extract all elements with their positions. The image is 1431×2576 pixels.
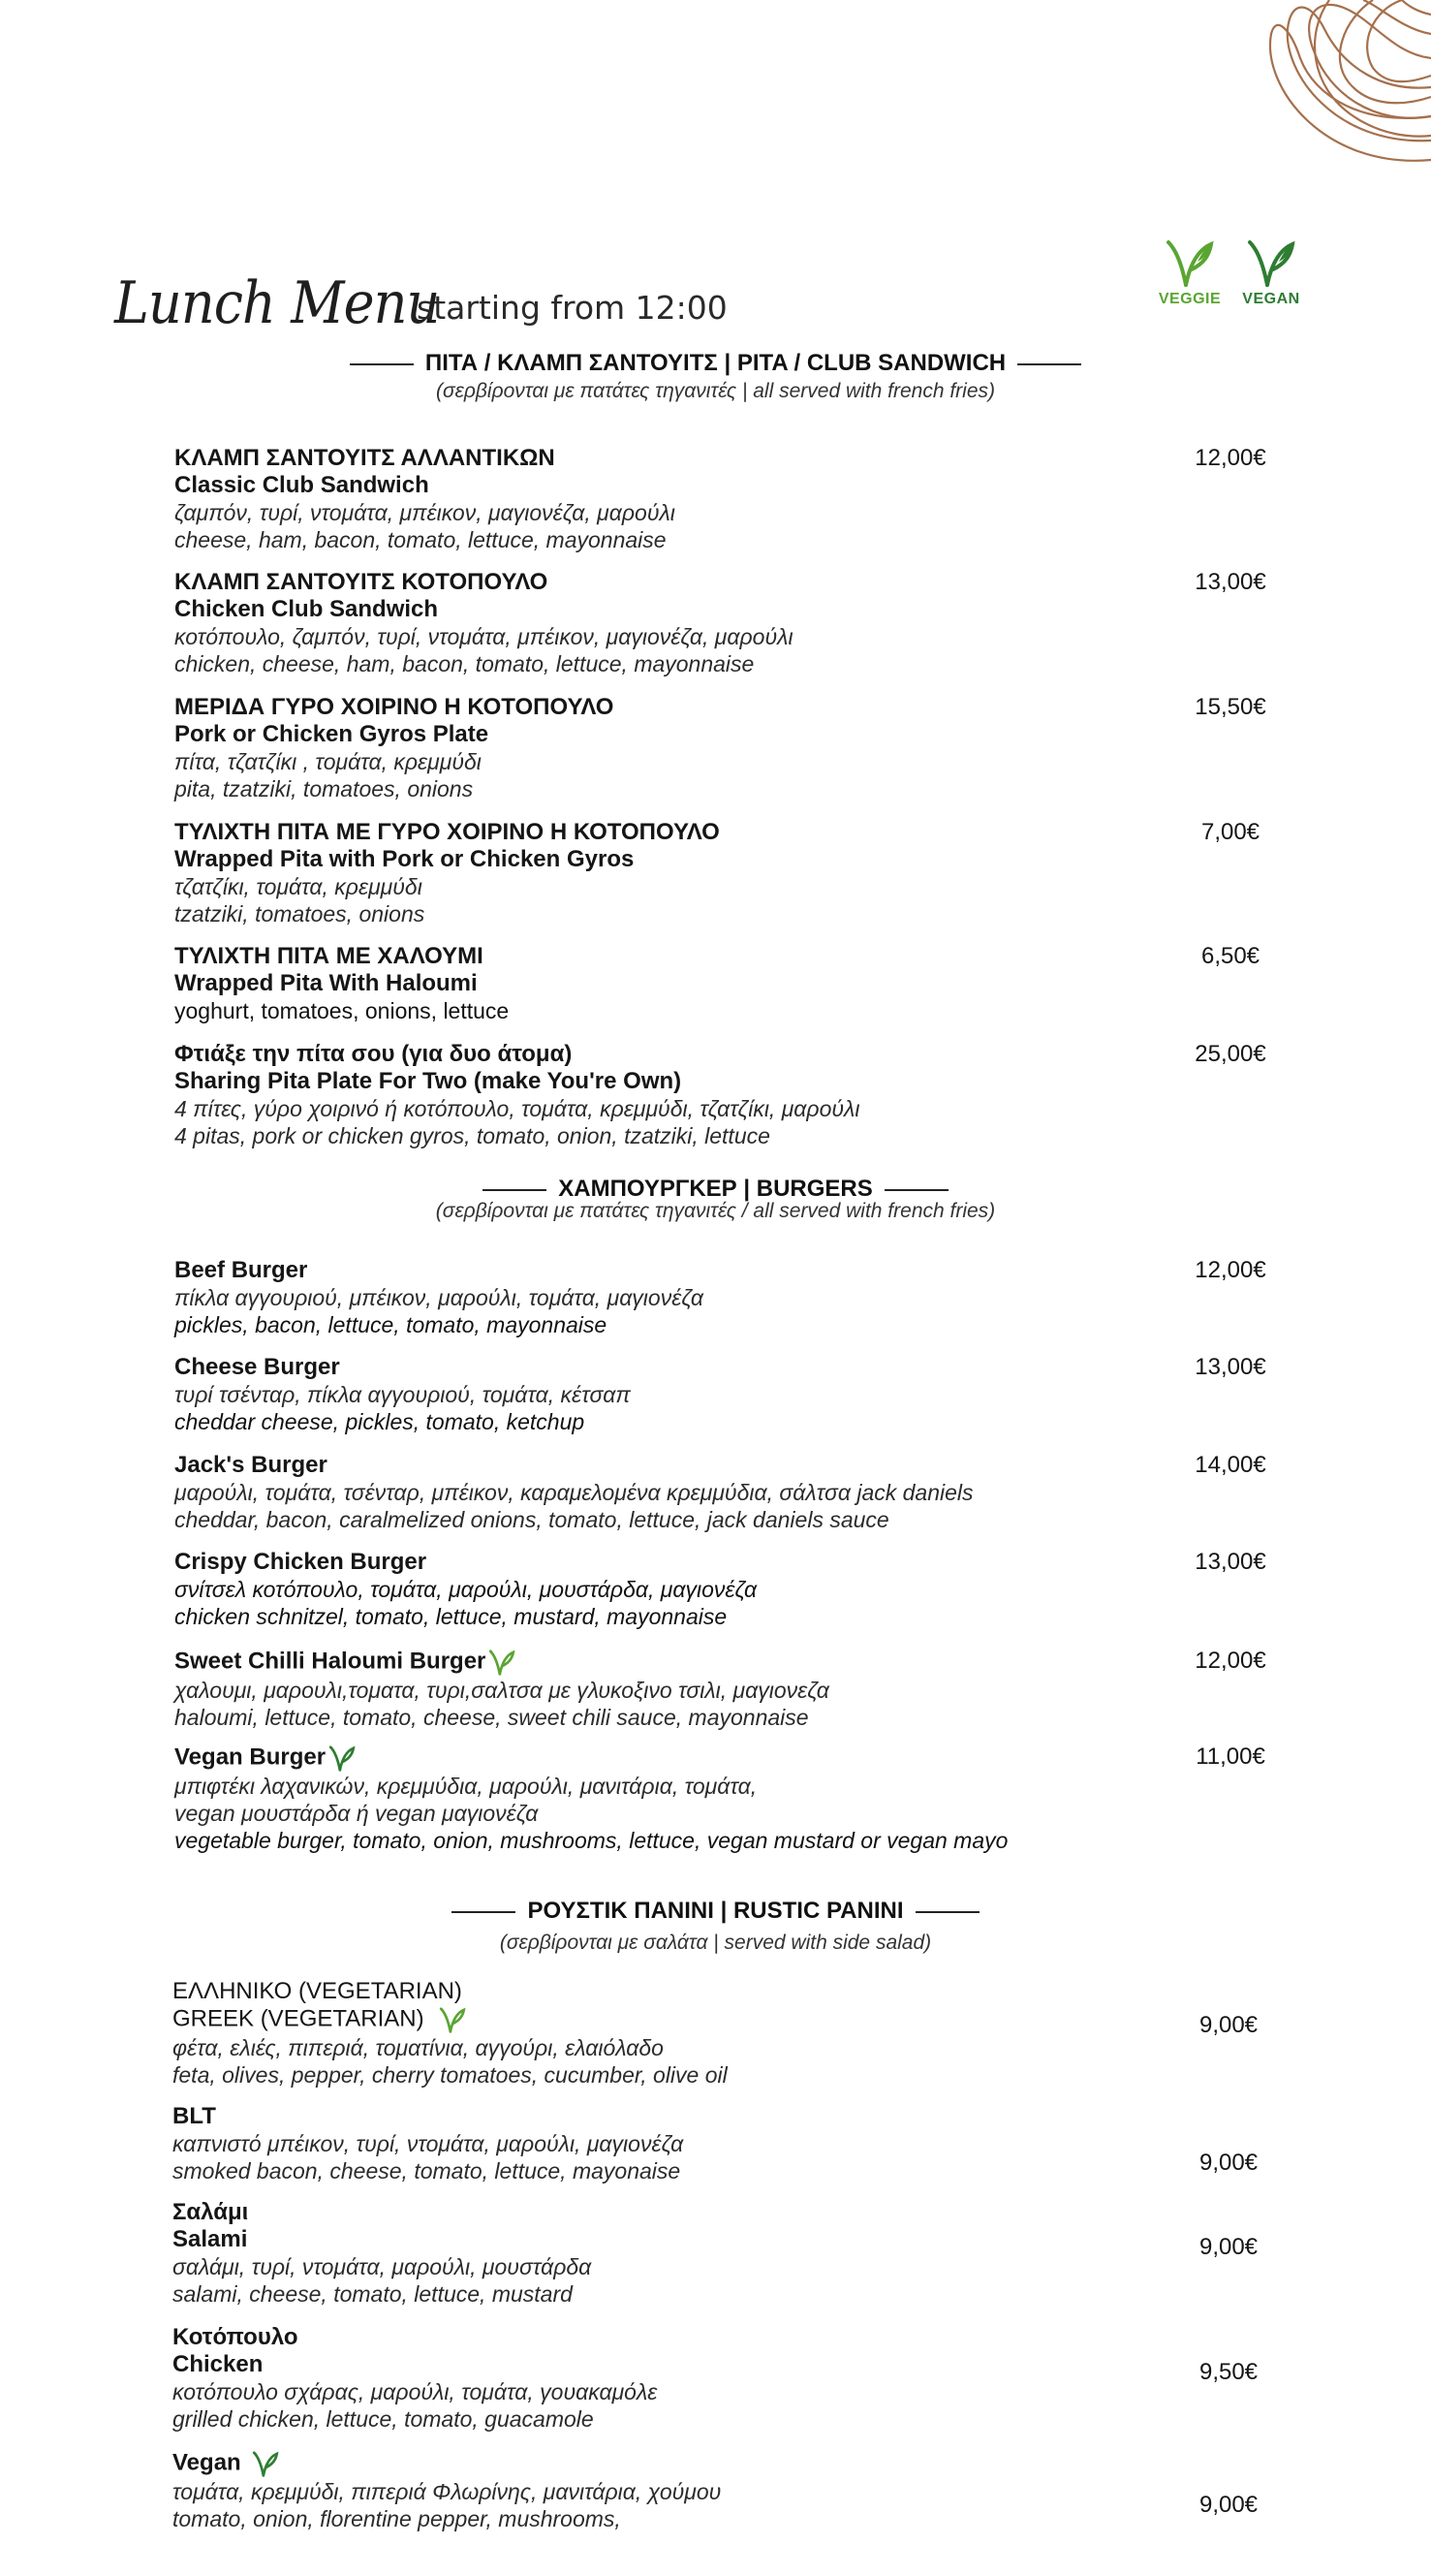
item-price: 15,50€: [1195, 694, 1266, 720]
divider-right: [916, 1911, 980, 1913]
item-desc-greek: 4 πίτες, γύρο χοιρινό ή κοτόπουλο, τομάτα, κρεμμύδι, τζατζίκι, μαρούλι: [174, 1096, 860, 1121]
item-name: Sweet Chilli Haloumi Burger: [174, 1648, 486, 1675]
item-desc-greek: πίκλα αγγουριού, μπέικον, μαρούλι, τομάτα, μαγιονέζα: [174, 1285, 703, 1310]
item-price: 9,00€: [1198, 2150, 1259, 2176]
item-price: 7,00€: [1200, 819, 1260, 845]
menu-item: [174, 569, 1298, 677]
item-price: 12,00€: [1195, 1648, 1266, 1674]
item-desc-greek-2: vegan μουστάρδα ή vegan μαγιονέζα: [174, 1801, 539, 1826]
item-desc-english: tomato, onion, florentine pepper, mushrooms,: [172, 2506, 621, 2531]
item-desc-greek: καπνιστό μπέικον, τυρί, ντομάτα, μαρούλι, μαγιονέζα: [172, 2131, 684, 2156]
item-price: 14,00€: [1195, 1452, 1266, 1478]
legend-vegan: [1232, 236, 1310, 308]
section-note-burgers: (σερβίρονται με πατάτες τηγανιτές / all served with french fries): [435, 1200, 996, 1222]
section-note-panini: (σερβίρονται με σαλάτα | served with side salad): [499, 1932, 932, 1954]
menu-item: [174, 1549, 1298, 1630]
item-name-greek: Σαλάμι: [172, 2199, 249, 2225]
legend-veggie-label: VEGGIE: [1158, 291, 1222, 307]
item-name-english: Chicken: [172, 2351, 264, 2377]
item-desc-greek: τομάτα, κρεμμύδι, πιπεριά Φλωρίνης, μανιτάρια, χούμου: [172, 2479, 722, 2504]
item-desc-english: cheddar cheese, pickles, tomato, ketchup: [174, 1409, 585, 1434]
menu-item: [174, 1354, 1298, 1435]
item-price: 13,00€: [1195, 569, 1266, 595]
section-note-pita: (σερβίρονται με πατάτες τηγανιτές | all served with french fries): [436, 380, 995, 402]
item-name-greek: Κοτόπουλο: [172, 2324, 298, 2350]
item-desc-english: haloumi, lettuce, tomato, cheese, sweet chili sauce, mayonnaise: [174, 1705, 809, 1730]
menu-item: [174, 943, 1298, 1024]
divider-right: [885, 1189, 949, 1191]
item-name-row: [172, 2449, 1296, 2478]
item-name-english: Pork or Chicken Gyros Plate: [174, 721, 489, 747]
item-desc-english: chicken, cheese, ham, bacon, tomato, lettuce, mayonnaise: [174, 651, 755, 676]
item-name: Cheese Burger: [174, 1354, 340, 1380]
veggie-leaf-icon: [438, 2005, 467, 2034]
menu-item: [172, 2449, 1296, 2532]
item-name-english: Wrapped Pita With Haloumi: [174, 970, 478, 996]
section-title-text: ΡΟΥΣΤΙΚ ΠΑΝΙΝΙ | RUSTIC PANINI: [527, 1898, 904, 1924]
item-price: 12,00€: [1195, 1257, 1266, 1283]
item-name: Jack's Burger: [174, 1452, 327, 1478]
item-name-english: Wrapped Pita with Pork or Chicken Gyros: [174, 846, 635, 872]
menu-item: [174, 1452, 1298, 1533]
menu-item: [172, 2199, 1296, 2308]
menu-item: [174, 1744, 1298, 1854]
page-title: Lunch Menu: [114, 269, 440, 337]
menu-item: [174, 1648, 1298, 1731]
decorative-wave-lines: [1082, 0, 1431, 170]
item-desc-greek: τυρί τσένταρ, πίκλα αγγουριού, τομάτα, κέτσαπ: [174, 1382, 631, 1407]
divider-left: [482, 1189, 546, 1191]
item-name-english: GREEK (VEGETARIAN): [172, 2005, 424, 2032]
item-price: 9,00€: [1198, 2234, 1259, 2260]
item-name-greek: ΕΛΛΗΝΙΚΟ (VEGETARIAN): [172, 1978, 462, 2004]
item-desc-greek: σαλάμι, τυρί, ντομάτα, μαρούλι, μουστάρδα: [172, 2254, 592, 2279]
item-name: Vegan Burger: [174, 1744, 327, 1771]
divider-left: [451, 1911, 515, 1913]
legend-veggie: [1151, 236, 1229, 308]
item-desc-english: pickles, bacon, lettuce, tomato, mayonnaise: [174, 1312, 607, 1337]
item-name-greek: ΤΥΛΙΧΤΗ ΠΙΤΑ ΜΕ ΓΥΡΟ ΧΟΙΡΙΝΟ Η ΚΟΤΟΠΟΥΛΟ: [174, 819, 720, 845]
item-name-english: Chicken Club Sandwich: [174, 596, 439, 622]
item-desc-english: feta, olives, pepper, cherry tomatoes, cucumber, olive oil: [172, 2062, 728, 2088]
item-desc-english: vegetable burger, tomato, onion, mushrooms, lettuce, vegan mustard or vegan mayo: [174, 1828, 1009, 1853]
section-title-pita: [0, 350, 1431, 377]
item-desc-greek: κοτόπουλο σχάρας, μαρούλι, τομάτα, γουακαμόλε: [172, 2379, 658, 2404]
item-price: 9,00€: [1198, 2492, 1259, 2518]
item-price: 11,00€: [1196, 1744, 1265, 1770]
item-name: Vegan: [172, 2449, 241, 2476]
item-desc-english: pita, tzatziki, tomatoes, onions: [174, 776, 474, 801]
menu-item: [174, 1257, 1298, 1338]
section-title-text: ΧΑΜΠΟΥΡΓΚΕΡ | BURGERS: [558, 1176, 873, 1202]
menu-item: [174, 819, 1298, 927]
item-desc-greek: τζατζίκι, τομάτα, κρεμμύδι: [174, 874, 422, 899]
item-desc-english: tzatziki, tomatoes, onions: [174, 901, 425, 927]
section-title-panini: [0, 1898, 1431, 1925]
veggie-leaf-icon: [487, 1648, 516, 1677]
menu-item: [172, 1978, 1296, 2089]
item-name-row: [172, 2005, 1296, 2034]
item-desc-greek: σνίτσελ κοτόπουλο, τομάτα, μαρούλι, μουστάρδα, μαγιονέζα: [174, 1577, 758, 1602]
item-price: 6,50€: [1200, 943, 1260, 969]
item-name-greek: Φτιάξε την πίτα σου (για δυο άτομα): [174, 1041, 573, 1067]
item-name-row: [174, 1744, 1298, 1773]
section-title-burgers: [0, 1176, 1431, 1203]
item-price: 12,00€: [1195, 445, 1266, 471]
item-desc-english: cheddar, bacon, caralmelized onions, tomato, lettuce, jack daniels sauce: [174, 1507, 889, 1532]
item-price: 13,00€: [1195, 1354, 1266, 1380]
vegan-leaf-icon: [1244, 236, 1298, 289]
item-desc-greek: μπιφτέκι λαχανικών, κρεμμύδια, μαρούλι, μανιτάρια, τομάτα,: [174, 1774, 758, 1799]
item-desc-english: smoked bacon, cheese, tomato, lettuce, mayonaise: [172, 2158, 681, 2183]
item-desc-english: salami, cheese, tomato, lettuce, mustard: [172, 2281, 573, 2307]
item-desc-greek: μαρούλι, τομάτα, τσένταρ, μπέικον, καραμελομένα κρεμμύδια, σάλτσα jack daniels: [174, 1480, 974, 1505]
item-desc-greek: ζαμπόν, τυρί, ντομάτα, μπέικον, μαγιονέζα, μαρούλι: [174, 500, 675, 525]
item-desc-greek: φέτα, ελιές, πιπεριά, τοματίνια, αγγούρι, ελαιόλαδο: [172, 2035, 664, 2060]
veggie-leaf-icon: [1163, 236, 1217, 289]
item-desc-greek: κοτόπουλο, ζαμπόν, τυρί, ντομάτα, μπέικον, μαγιονέζα, μαρούλι: [174, 624, 793, 649]
divider-left: [350, 363, 414, 365]
legend-vegan-label: VEGAN: [1242, 291, 1300, 307]
item-desc-english: yoghurt, tomatoes, onions, lettuce: [174, 998, 510, 1023]
item-desc-greek: πίτα, τζατζίκι , τομάτα, κρεμμύδι: [174, 749, 482, 774]
item-name-english: Sharing Pita Plate For Two (make You're Own): [174, 1068, 682, 1094]
section-title-text: ΠΙΤΑ / ΚΛΑΜΠ ΣΑΝΤΟΥΙΤΣ | PITA / CLUB SANDWICH: [424, 350, 1007, 376]
item-name: Crispy Chicken Burger: [174, 1549, 427, 1575]
item-name-greek: ΤΥΛΙΧΤΗ ΠΙΤΑ ΜΕ ΧΑΛΟΥΜΙ: [174, 943, 483, 969]
item-name: Beef Burger: [174, 1257, 308, 1283]
menu-item: [174, 694, 1298, 802]
menu-item: [174, 1041, 1298, 1149]
item-name-english: Salami: [172, 2226, 248, 2252]
item-price: 9,00€: [1198, 2012, 1259, 2038]
vegan-leaf-icon: [251, 2449, 280, 2478]
item-desc-english: cheese, ham, bacon, tomato, lettuce, mayonnaise: [174, 527, 667, 552]
item-name-greek: ΜΕΡΙΔΑ ΓΥΡΟ ΧΟΙΡΙΝΟ Η ΚΟΤΟΠΟΥΛΟ: [174, 694, 614, 720]
divider-right: [1017, 363, 1081, 365]
menu-item: [172, 2324, 1296, 2433]
menu-item: [172, 2103, 1296, 2184]
item-desc-english: chicken schnitzel, tomato, lettuce, mustard, mayonnaise: [174, 1604, 728, 1629]
item-name: BLT: [172, 2103, 216, 2129]
vegan-leaf-icon: [327, 1744, 357, 1773]
item-price: 25,00€: [1195, 1041, 1266, 1067]
item-price: 9,50€: [1198, 2359, 1259, 2385]
item-name-english: Classic Club Sandwich: [174, 472, 429, 498]
item-name-row: [174, 1648, 1298, 1677]
item-desc-english: 4 pitas, pork or chicken gyros, tomato, onion, tzatziki, lettuce: [174, 1123, 770, 1148]
service-time: starting from 12:00: [417, 289, 728, 327]
item-price: 13,00€: [1195, 1549, 1266, 1575]
item-desc-english: grilled chicken, lettuce, tomato, guacamole: [172, 2406, 594, 2432]
item-desc-greek: χαλουμι, μαρουλι,τοματα, τυρι,σαλτσα με γλυκοξινο τσιλι, μαγιονεζα: [174, 1678, 829, 1703]
item-name-greek: ΚΛΑΜΠ ΣΑΝΤΟΥΙΤΣ ΑΛΛΑΝΤΙΚΩΝ: [174, 445, 555, 471]
menu-item: [174, 445, 1298, 553]
diet-legend: [1151, 236, 1325, 324]
item-name-greek: ΚΛΑΜΠ ΣΑΝΤΟΥΙΤΣ ΚΟΤΟΠΟΥΛΟ: [174, 569, 548, 595]
